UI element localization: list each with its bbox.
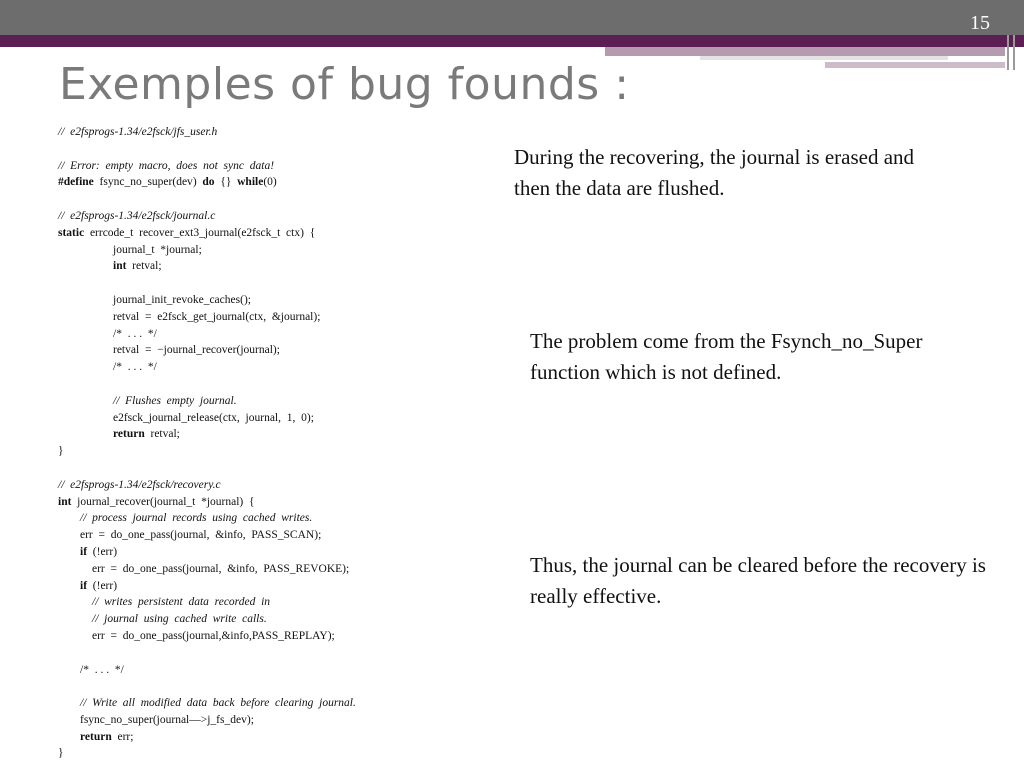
- code-line: [58, 141, 488, 158]
- accent-divider: [1007, 35, 1009, 70]
- code-line: }: [58, 445, 64, 458]
- code-line: [58, 645, 488, 662]
- code-line: int journal_recover(journal_t *journal) {: [58, 495, 255, 508]
- code-listing: [58, 124, 488, 762]
- code-line: // Flushes empty journal.: [113, 394, 237, 407]
- code-line: /* . . . */: [80, 663, 124, 676]
- accent-stripe-secondary: [825, 62, 1005, 68]
- explanation-paragraph-1: During the recovering, the journal is erased and then the data are flushed.: [514, 145, 915, 200]
- code-line: [58, 275, 488, 292]
- accent-stripe: [605, 47, 1005, 56]
- accent-divider: [1013, 35, 1015, 70]
- code-line: e2fsck_journal_release(ctx, journal, 1, 0);: [113, 411, 314, 424]
- code-line: static errcode_t recover_ext3_journal(e2fsck_t ctx) {: [58, 226, 316, 239]
- code-line: return err;: [80, 730, 134, 743]
- code-line: }: [58, 747, 64, 760]
- code-line: if (!err): [80, 545, 118, 558]
- code-line: retval = e2fsck_get_journal(ctx, &journal);: [113, 310, 321, 323]
- code-line: [58, 191, 488, 208]
- code-line: err = do_one_pass(journal, &info, PASS_REVOKE);: [92, 562, 350, 575]
- code-line: err = do_one_pass(journal, &info, PASS_SCAN);: [80, 529, 322, 542]
- accent-bar: [0, 35, 1024, 47]
- code-line: // e2fsprogs-1.34/e2fsck/journal.c: [58, 209, 216, 222]
- accent-line: [700, 56, 948, 60]
- code-line: if (!err): [80, 579, 118, 592]
- code-line: [58, 376, 488, 393]
- code-line: // Write all modified data back before clearing journal.: [80, 697, 356, 710]
- slide-title: Exemples of bug founds :: [59, 59, 630, 110]
- code-line: err = do_one_pass(journal,&info,PASS_REPLAY);: [92, 629, 335, 642]
- explanation-paragraph-2: The problem come from the Fsynch_no_Super function which is not defined.: [530, 329, 923, 384]
- code-line: /* . . . */: [113, 361, 157, 374]
- code-line: /* . . . */: [113, 327, 157, 340]
- code-line: // journal using cached write calls.: [92, 613, 267, 626]
- code-line: fsync_no_super(journal—>j_fs_dev);: [80, 713, 254, 726]
- code-line: journal_t *journal;: [113, 243, 202, 256]
- code-line: // e2fsprogs-1.34/e2fsck/recovery.c: [58, 478, 221, 491]
- code-line: #define fsync_no_super(dev) do {} while(0): [58, 176, 277, 189]
- explanation-paragraph-3: Thus, the journal can be cleared before the recovery is really effective.: [530, 553, 986, 608]
- header-bar: [0, 0, 1024, 35]
- code-line: [58, 460, 488, 477]
- code-line: retval = −journal_recover(journal);: [113, 344, 280, 357]
- code-line: // e2fsprogs-1.34/e2fsck/jfs_user.h: [58, 126, 218, 138]
- code-line: int retval;: [113, 260, 162, 273]
- code-line: // writes persistent data recorded in: [92, 596, 271, 609]
- code-line: journal_init_revoke_caches();: [113, 293, 251, 306]
- code-line: // Error: empty macro, does not sync data!: [58, 159, 275, 172]
- code-line: [58, 678, 488, 695]
- slide-number: 15: [970, 12, 990, 34]
- code-line: // process journal records using cached writes.: [80, 512, 313, 525]
- code-line: return retval;: [113, 428, 180, 441]
